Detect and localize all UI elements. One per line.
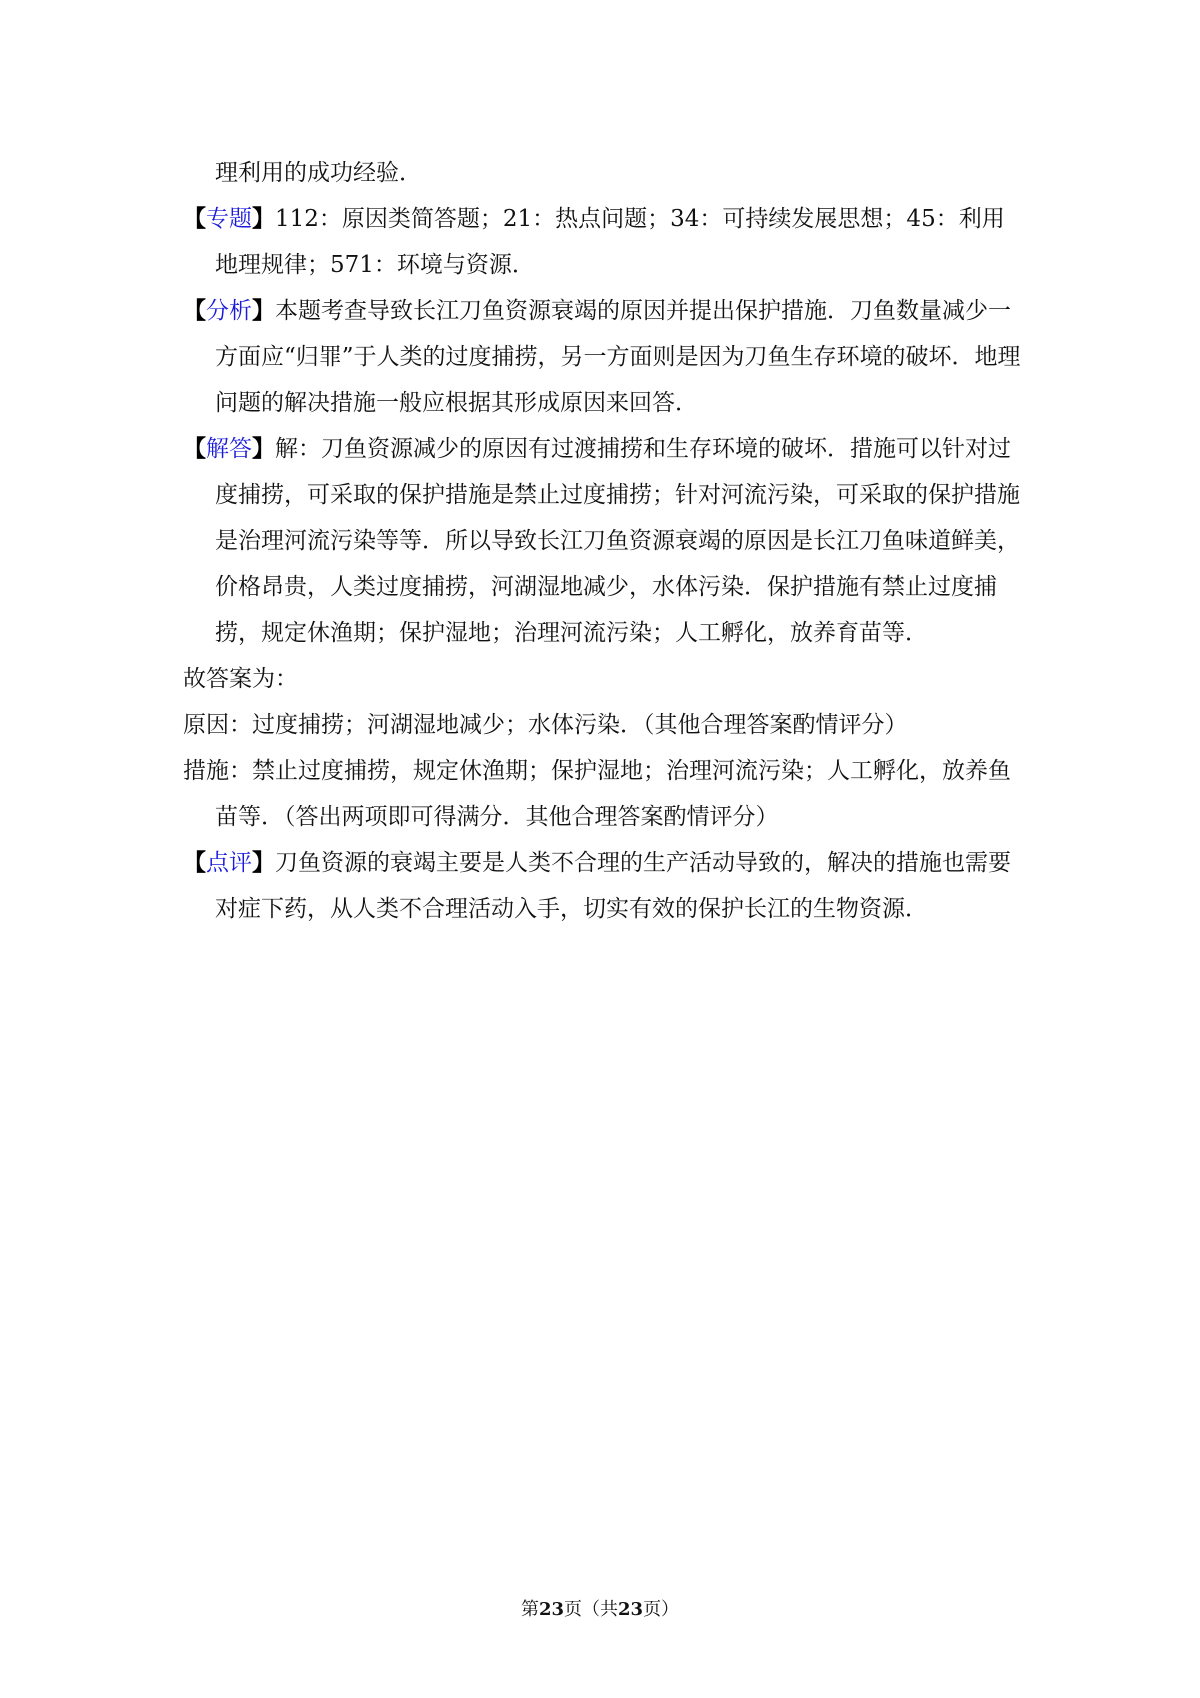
conclusion-reason-text: 原因：过度捕捞；河湖湿地减少；水体污染．（其他合理答案酌情评分） [183, 712, 908, 738]
analysis-section [183, 288, 1023, 426]
analysis-label: 分析 [206, 298, 252, 324]
topic-section [183, 196, 1023, 288]
analysis-open-bracket: 【 [183, 297, 206, 324]
comment-section [183, 840, 1023, 932]
page-content [183, 150, 1023, 932]
topic-label: 专题 [206, 206, 252, 232]
answer-section [183, 426, 1023, 656]
analysis-text: 本题考查导致长江刀鱼资源衰竭的原因并提出保护措施．刀鱼数量减少一方面应“归罪”于人类的过度捕捞，另一方面则是因为刀鱼生存环境的破坏．地理问题的解决措施一般应根据其形成原因来回答． [215, 298, 1021, 416]
conclusion-reason [183, 702, 1023, 748]
footer-total-pages: 23 [618, 1599, 644, 1620]
conclusion-lead [183, 656, 1023, 702]
topic-text: 112：原因类简答题；21：热点问题；34：可持续发展思想；45：利用地理规律；571：环境与资源． [215, 206, 1005, 278]
topic-close-bracket: 】 [252, 205, 275, 232]
answer-close-bracket: 】 [252, 435, 275, 462]
footer-page-number: 23 [538, 1599, 564, 1620]
analysis-close-bracket: 】 [252, 297, 275, 324]
footer-middle: 页（共 [564, 1599, 618, 1620]
footer-suffix: 页） [643, 1599, 680, 1620]
topic-open-bracket: 【 [183, 205, 206, 232]
conclusion-measures [183, 748, 1023, 840]
answer-open-bracket: 【 [183, 435, 206, 462]
comment-text: 刀鱼资源的衰竭主要是人类不合理的生产活动导致的，解决的措施也需要对症下药，从人类不合理活动入手，切实有效的保护长江的生物资源． [215, 850, 1011, 922]
conclusion-lead-text: 故答案为： [183, 666, 298, 692]
footer-prefix: 第 [520, 1599, 539, 1620]
answer-label: 解答 [206, 436, 252, 462]
comment-close-bracket: 】 [252, 849, 275, 876]
comment-open-bracket: 【 [183, 849, 206, 876]
intro-text: 理利用的成功经验． [215, 160, 422, 186]
intro-continuation [183, 150, 1023, 196]
conclusion-measures-text: 措施：禁止过度捕捞，规定休渔期；保护湿地；治理河流污染；人工孵化，放养鱼苗等．（答出两项即可得满分．其他合理答案酌情评分） [183, 758, 1011, 830]
comment-label: 点评 [206, 850, 252, 876]
answer-text: 解：刀鱼资源减少的原因有过渡捕捞和生存环境的破坏．措施可以针对过度捕捞，可采取的保护措施是禁止过度捕捞；针对河流污染，可采取的保护措施是治理河流污染等等．所以导致长江刀鱼资源衰竭的原因是长江刀鱼味道鲜美，价格昂贵，人类过度捕捞，河湖湿地减少，水体污染．保护措施有禁止过度捕捞，规定休渔期；保护湿地；治理河流污染；人工孵化，放养育苗等． [215, 436, 1020, 646]
page-footer [0, 1598, 1200, 1622]
